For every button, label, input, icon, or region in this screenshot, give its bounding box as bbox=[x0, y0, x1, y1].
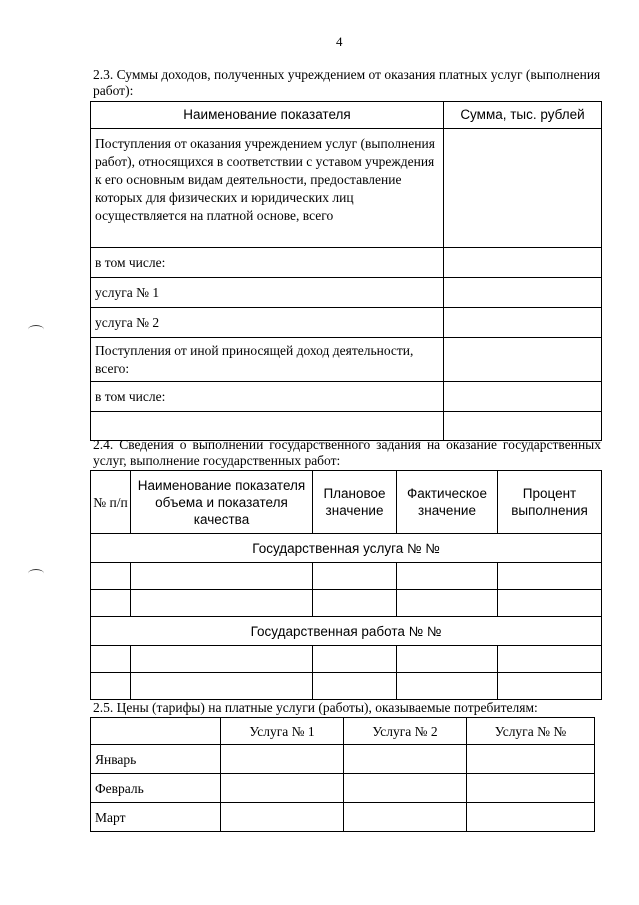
group-state-work: Государственная работа № № bbox=[91, 617, 602, 646]
table-row bbox=[91, 673, 602, 700]
section-2-5-title: 2.5. Цены (тарифы) на платные услуги (работы), оказываемые потребителям: bbox=[93, 700, 538, 715]
group-state-service: Государственная услуга № № bbox=[91, 534, 602, 563]
table-row bbox=[91, 590, 602, 617]
header-service-n: Услуга № № bbox=[467, 718, 595, 745]
section-2-3-table bbox=[90, 101, 602, 441]
header-indicator-name: Наименование показателя bbox=[91, 102, 444, 129]
header-indicator-name: Наименование показателя объема и показателя качества bbox=[131, 471, 313, 534]
margin-mark bbox=[28, 569, 44, 578]
header-percent: Процент выполнения bbox=[498, 471, 602, 534]
header-number: № п/п bbox=[91, 471, 131, 534]
group-row bbox=[91, 534, 602, 563]
margin-mark bbox=[28, 325, 44, 334]
header-service-2: Услуга № 2 bbox=[344, 718, 467, 745]
header-amount: Сумма, тыс. рублей bbox=[444, 102, 602, 129]
row-label: услуга № 2 bbox=[91, 308, 444, 338]
amount-cell bbox=[444, 308, 602, 338]
amount-cell bbox=[444, 278, 602, 308]
month-label: Февраль bbox=[91, 774, 221, 803]
table-row bbox=[91, 803, 595, 832]
table-row bbox=[91, 774, 595, 803]
row-label: услуга № 1 bbox=[91, 278, 444, 308]
section-2-4-title: 2.4. Сведения о выполнении государственного задания на оказание государственных услуг, выполнение государственных работ: bbox=[93, 437, 601, 468]
header-service-1: Услуга № 1 bbox=[221, 718, 344, 745]
month-label: Январь bbox=[91, 745, 221, 774]
row-label: в том числе: bbox=[91, 382, 444, 412]
row-label: Поступления от оказания учреждением услуг (выполнения работ), относящихся в соответствии с уставом учреждения к его основным видам деятельности, предоставление которых для физических и юридических лиц осуществляется на платной основе, всего bbox=[91, 129, 444, 248]
section-2-5-table bbox=[90, 717, 595, 832]
amount-cell bbox=[444, 248, 602, 278]
month-label: Март bbox=[91, 803, 221, 832]
table-header-row bbox=[91, 718, 595, 745]
table-row bbox=[91, 745, 595, 774]
table-row bbox=[91, 308, 602, 338]
amount-cell bbox=[444, 338, 602, 382]
header-actual: Фактическое значение bbox=[397, 471, 498, 534]
table-row bbox=[91, 646, 602, 673]
table-row bbox=[91, 278, 602, 308]
table-header-row bbox=[91, 102, 602, 129]
table-row bbox=[91, 338, 602, 382]
page-number: 4 bbox=[336, 34, 343, 49]
table-row bbox=[91, 129, 602, 248]
amount-cell bbox=[444, 129, 602, 248]
table-row bbox=[91, 382, 602, 412]
row-label: Поступления от иной приносящей доход деятельности, всего: bbox=[91, 338, 444, 382]
row-label: в том числе: bbox=[91, 248, 444, 278]
section-2-4-table bbox=[90, 470, 602, 700]
section-2-3-title: 2.3. Суммы доходов, полученных учреждением от оказания платных услуг (выполнения работ): bbox=[93, 67, 601, 98]
header-empty bbox=[91, 718, 221, 745]
header-planned: Плановое значение bbox=[313, 471, 397, 534]
table-header-row bbox=[91, 471, 602, 534]
group-row bbox=[91, 617, 602, 646]
table-row bbox=[91, 563, 602, 590]
amount-cell bbox=[444, 382, 602, 412]
table-row bbox=[91, 248, 602, 278]
